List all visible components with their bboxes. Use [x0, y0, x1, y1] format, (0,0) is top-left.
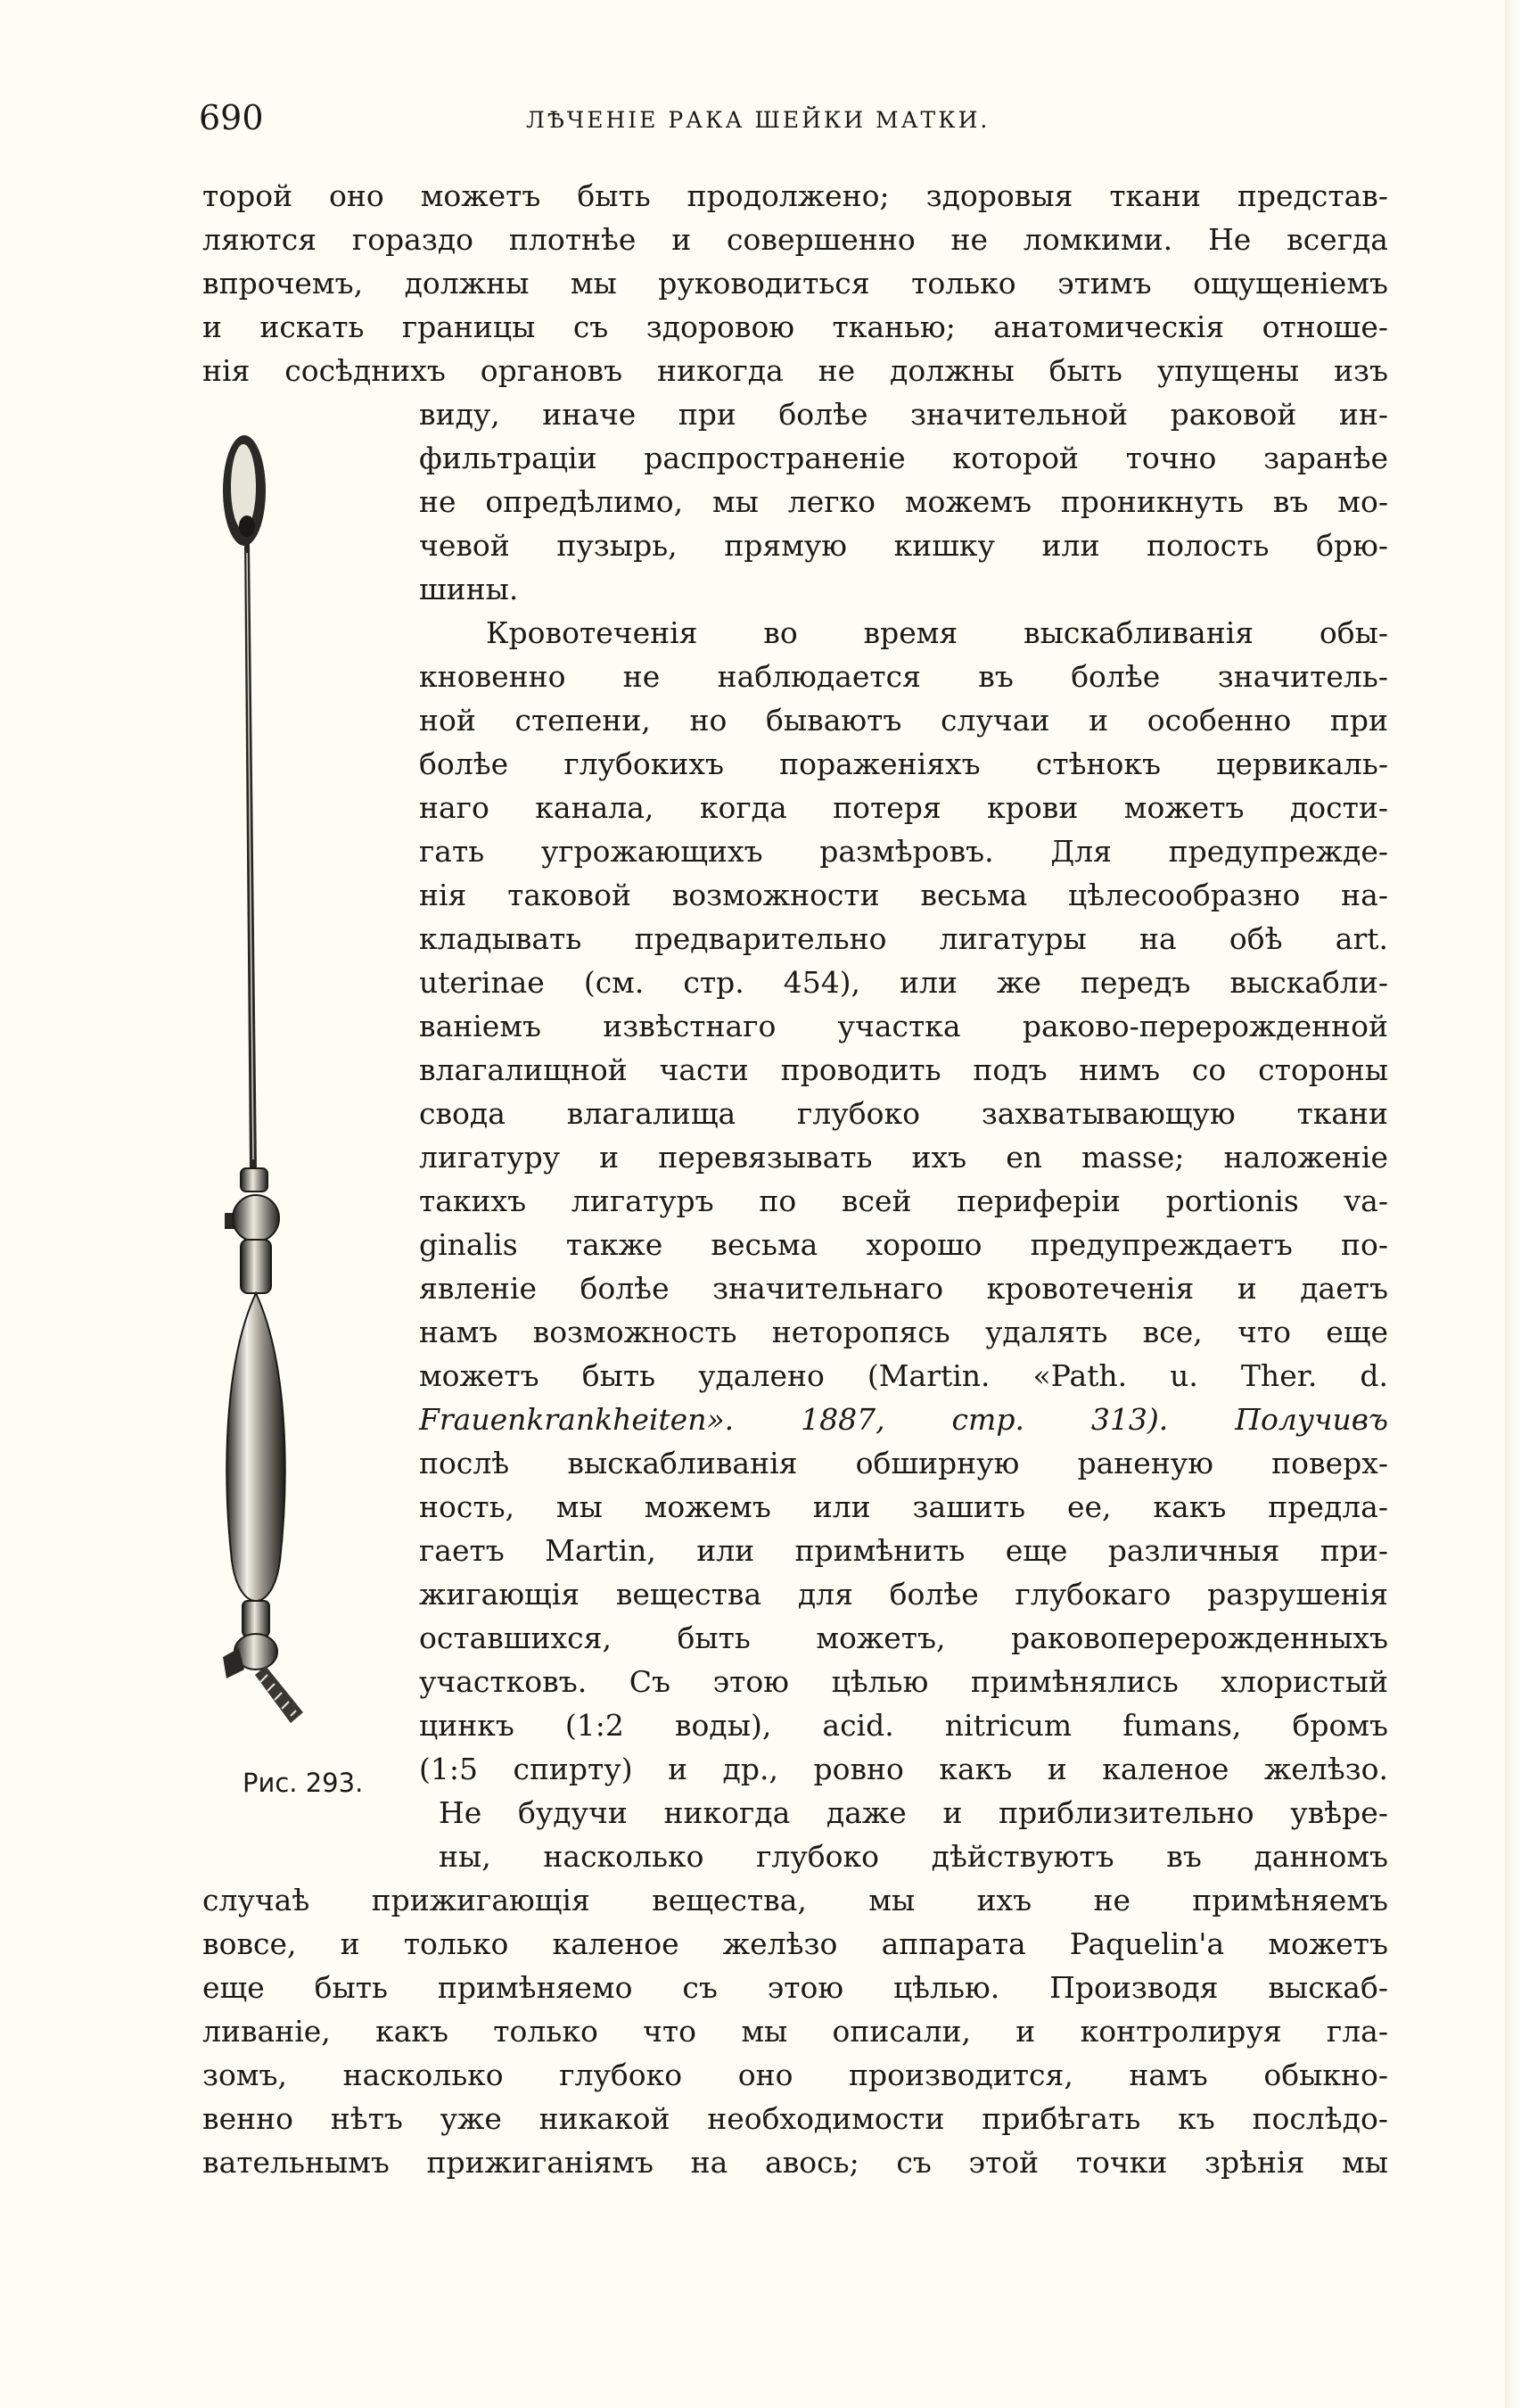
text-line: ность, мы можемъ или зашить ее, какъ предла- — [419, 1489, 1388, 1524]
curette-figure — [214, 428, 392, 1761]
page-number: 690 — [199, 98, 264, 137]
figure-caption: Рис. 293. — [243, 1768, 364, 1798]
text-line: uterinae (см. стр. 454), или же передъ выскабли- — [419, 965, 1388, 1000]
curette-instrument-icon — [214, 428, 392, 1757]
text-line: жигающія вещества для болѣе глубокаго разрушенія — [419, 1577, 1388, 1612]
text-line: такихъ лигатуръ по всей периферіи portionis va- — [419, 1183, 1388, 1218]
text-line: впрочемъ, должны мы руководиться только этимъ ощущеніемъ — [202, 266, 1388, 301]
text-line: влагалищной части проводить подъ нимъ со стороны — [419, 1052, 1388, 1087]
text-line: ны, насколько глубоко дѣйствуютъ въ данномъ — [439, 1839, 1388, 1874]
text-line: нія сосѣднихъ органовъ никогда не должны быть упущены изъ — [202, 353, 1388, 388]
text-line: болѣе глубокихъ пораженіяхъ стѣнокъ цервикаль- — [419, 746, 1388, 781]
text-line: кладывать предварительно лигатуры на обѣ art. — [419, 921, 1388, 956]
text-line: не опредѣлимо, мы легко можемъ проникнуть въ мо- — [419, 484, 1388, 519]
text-line: явленіе болѣе значительнаго кровотеченія и даетъ — [419, 1271, 1388, 1306]
text-line: участковъ. Съ этою цѣлью примѣнялись хлористый — [419, 1664, 1388, 1699]
text-line: гаетъ Martin, или примѣнить еще различныя при- — [419, 1533, 1388, 1568]
text-line: лигатуру и перевязывать ихъ en masse; наложеніе — [419, 1140, 1388, 1175]
text-line: вательнымъ прижиганіямъ на авось; съ этой точки зрѣнія мы — [202, 2145, 1388, 2180]
text-line: ляются гораздо плотнѣе и совершенно не ломкими. Не всегда — [202, 222, 1388, 257]
text-line: чевой пузырь, прямую кишку или полость брю- — [419, 528, 1388, 563]
text-line: случаѣ прижигающія вещества, мы ихъ не примѣняемъ — [202, 1883, 1388, 1917]
text-line: гать угрожающихъ размѣровъ. Для предупрежде- — [419, 834, 1388, 869]
text-line: зомъ, насколько глубоко оно производится, намъ обыкно- — [202, 2058, 1388, 2092]
text-line: венно нѣтъ уже никакой необходимости прибѣгать къ послѣдо- — [202, 2101, 1388, 2136]
text-line: ваніемъ извѣстнаго участка раково-перерожденной — [419, 1009, 1388, 1043]
paragraph-first-line: Кровотеченія во время выскабливанія обы- — [486, 615, 1388, 650]
text-line: цинкъ (1:2 воды), acid. nitricum fumans, бромъ — [419, 1708, 1388, 1743]
text-line: и искать границы съ здоровою тканью; анатомическія отноше- — [202, 309, 1388, 344]
text-line: торой оно можетъ быть продолжено; здоровыя ткани представ- — [202, 178, 1388, 213]
text-line: еще быть примѣняемо съ этою цѣлью. Производя выскаб- — [202, 1970, 1388, 2005]
text-line: фильтраціи распространеніе которой точно заранѣе — [419, 441, 1388, 475]
text-line: ливаніе, какъ только что мы описали, и контролируя гла- — [202, 2014, 1388, 2049]
text-line: наго канала, когда потеря крови можетъ дости- — [419, 790, 1388, 825]
text-line: виду, иначе при болѣе значительной раковой ин- — [419, 397, 1388, 432]
running-head: ЛѢЧЕНІЕ РАКА ШЕЙКИ МАТКИ. — [526, 107, 991, 133]
text-line: послѣ выскабливанія обширную раненую поверх- — [419, 1446, 1388, 1480]
text-line: вовсе, и только каленое желѣзо аппарата Paquelin'а можетъ — [202, 1926, 1388, 1961]
text-line: можетъ быть удалено (Martin. «Path. u. Ther. d. — [419, 1358, 1388, 1393]
text-line: свода влагалища глубоко захватывающую ткани — [419, 1096, 1388, 1131]
text-line: кновенно не наблюдается въ болѣе значитель- — [419, 659, 1388, 694]
text-line: нія таковой возможности весьма цѣлесообразно на- — [419, 878, 1388, 912]
text-line: Frauenkrankheiten». 1887, стр. 313). Получивъ — [419, 1402, 1388, 1437]
text-line: ной степени, но бываютъ случаи и особенно при — [419, 703, 1388, 738]
text-line: Не будучи никогда даже и приблизительно увѣре- — [439, 1795, 1388, 1830]
text-line: оставшихся, быть можетъ, раковоперерожденныхъ — [419, 1620, 1388, 1655]
page-edge — [1505, 0, 1521, 2408]
text-line: ginalis также весьма хорошо предупреждаетъ по- — [419, 1227, 1388, 1262]
text-line: (1:5 спирту) и др., ровно какъ и каленое желѣзо. — [419, 1752, 1388, 1786]
text-line: шины. — [419, 572, 519, 606]
text-line: намъ возможность неторопясь удалять все, что еще — [419, 1315, 1388, 1349]
